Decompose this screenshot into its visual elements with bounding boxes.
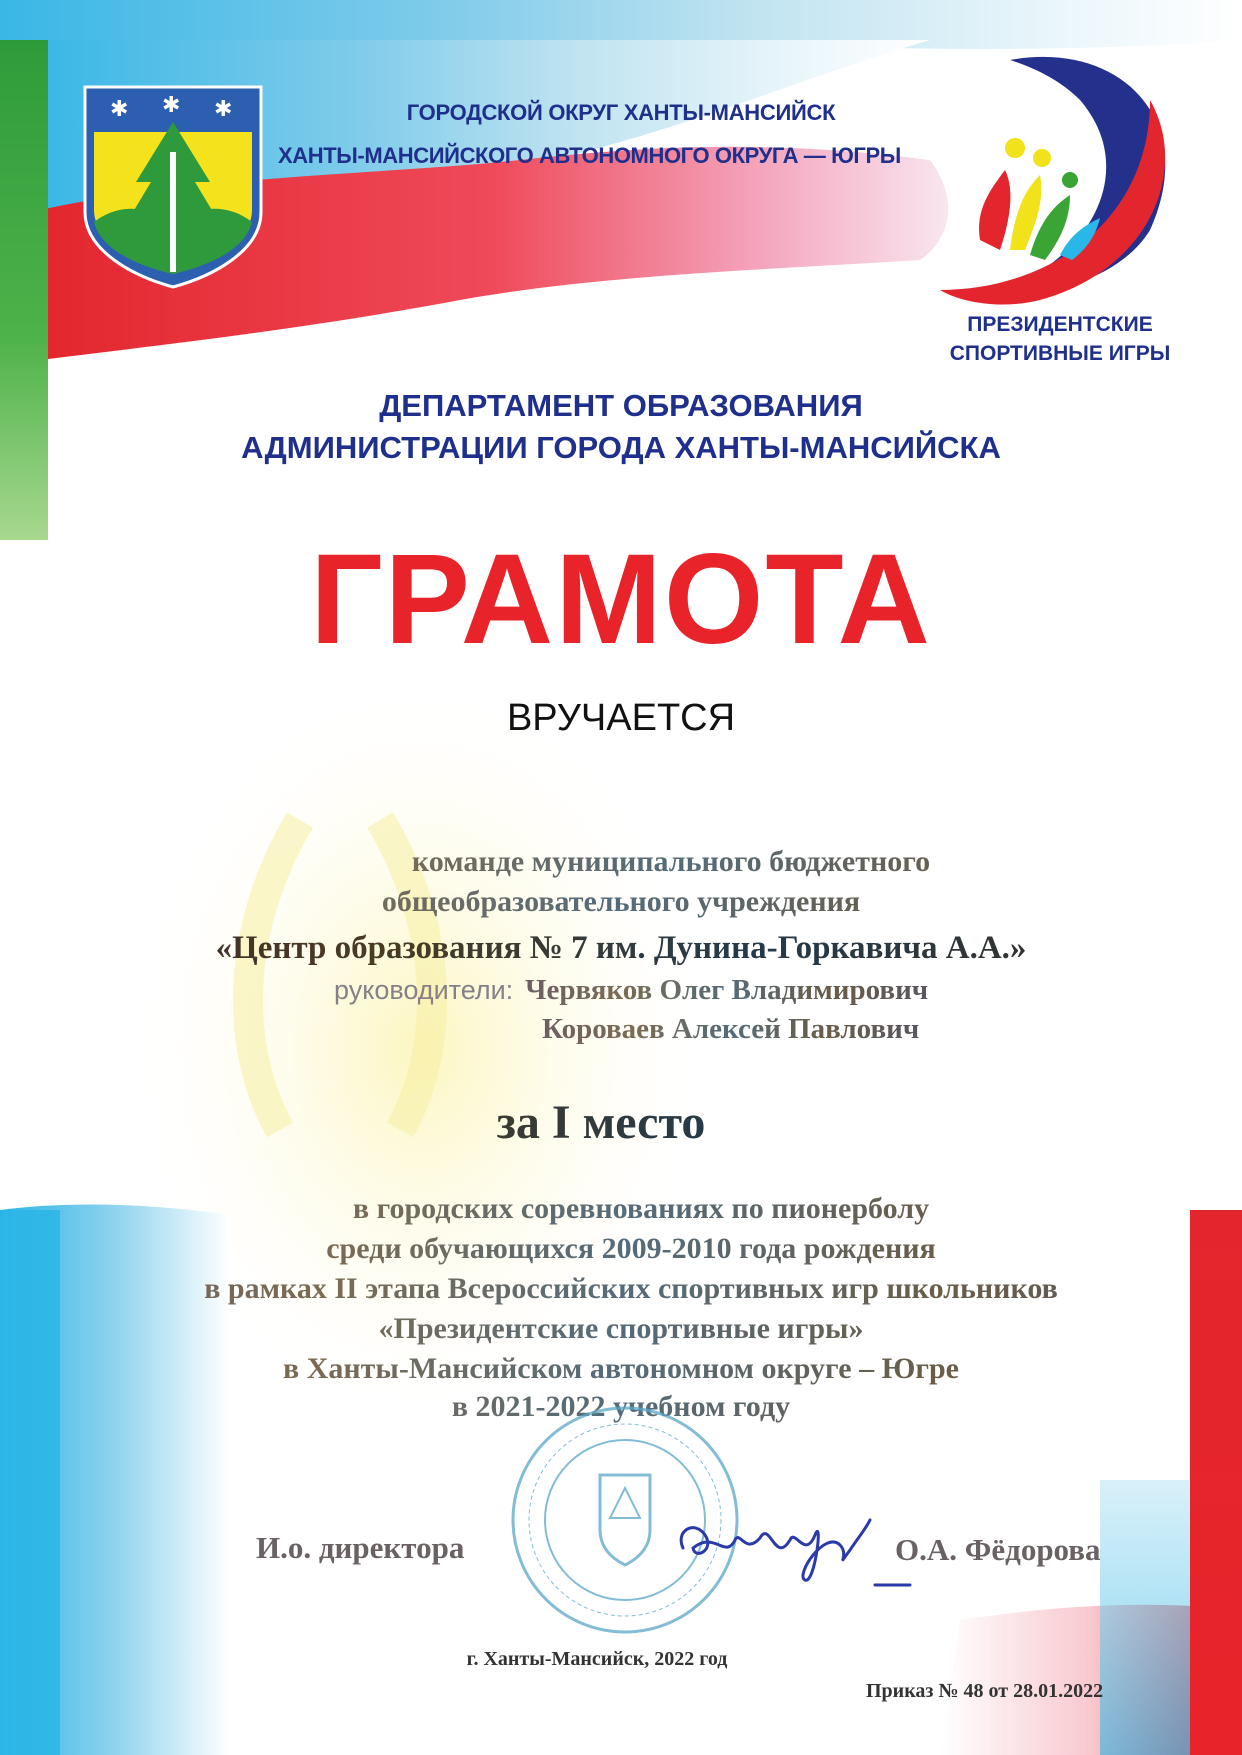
awarded-label: ВРУЧАЕТСЯ <box>506 697 736 739</box>
svg-text:✱: ✱ <box>110 97 129 122</box>
leader-2: Короваев Алексей Павлович <box>542 1013 920 1045</box>
recipient-line-2: общеобразовательного учреждения <box>0 885 1242 919</box>
games-logo-line-1: ПРЕЗИДЕНТСКИЕ <box>967 313 1153 336</box>
header-line-1: ГОРОДСКОЙ ОКРУГ ХАНТЫ-МАНСИЙСК <box>406 100 836 125</box>
department-line-1: ДЕПАРТАМЕНТ ОБРАЗОВАНИЯ <box>379 388 863 423</box>
footer-place-year: г. Ханты-Мансийск, 2022 год <box>466 1648 728 1670</box>
event-line-2: среди обучающихся 2009-2010 года рождения <box>10 1232 1242 1266</box>
presidential-games-logo <box>920 40 1200 320</box>
department-line-2: АДМИНИСТРАЦИИ ГОРОДА ХАНТЫ-МАНСИЙСКА <box>241 430 1001 465</box>
recipient-line-1: команде муниципального бюджетного <box>50 845 1242 879</box>
games-logo-caption <box>880 310 1240 368</box>
header-line-2: ХАНТЫ-МАНСИЙСКОГО АВТОНОМНОГО ОКРУГА — ЮГРЫ <box>278 143 901 168</box>
place-award: за I место <box>0 1095 1222 1150</box>
event-line-5: в Ханты-Мансийском автономном округе – Югре <box>0 1352 1242 1386</box>
svg-text:✱: ✱ <box>214 97 233 122</box>
certificate-title: ГРАМОТА <box>310 528 932 671</box>
event-line-1: в городских соревнованиях по пионерболу <box>20 1192 1242 1226</box>
signatory-name: О.А. Фёдорова <box>895 1532 1101 1567</box>
svg-text:✱: ✱ <box>162 93 181 118</box>
leaders-block <box>334 974 928 1007</box>
event-line-6: в 2021-2022 учебном году <box>0 1390 1242 1424</box>
games-logo-line-2: СПОРТИВНЫЕ ИГРЫ <box>949 342 1171 365</box>
event-line-4: «Президентские спортивные игры» <box>0 1312 1242 1346</box>
order-number: Приказ № 48 от 28.01.2022 <box>866 1680 1104 1702</box>
recipient-school-name: «Центр образования № 7 им. Дунина-Горкавича А.А.» <box>0 930 1242 967</box>
event-line-3: в рамках II этапа Всероссийских спортивных игр школьников <box>10 1272 1242 1306</box>
signatory-position: И.о. директора <box>256 1530 465 1565</box>
leader-1: Червяков Олег Владимирович <box>525 974 929 1006</box>
handwritten-signature <box>665 1490 915 1600</box>
leaders-label: руководители: <box>334 975 514 1005</box>
